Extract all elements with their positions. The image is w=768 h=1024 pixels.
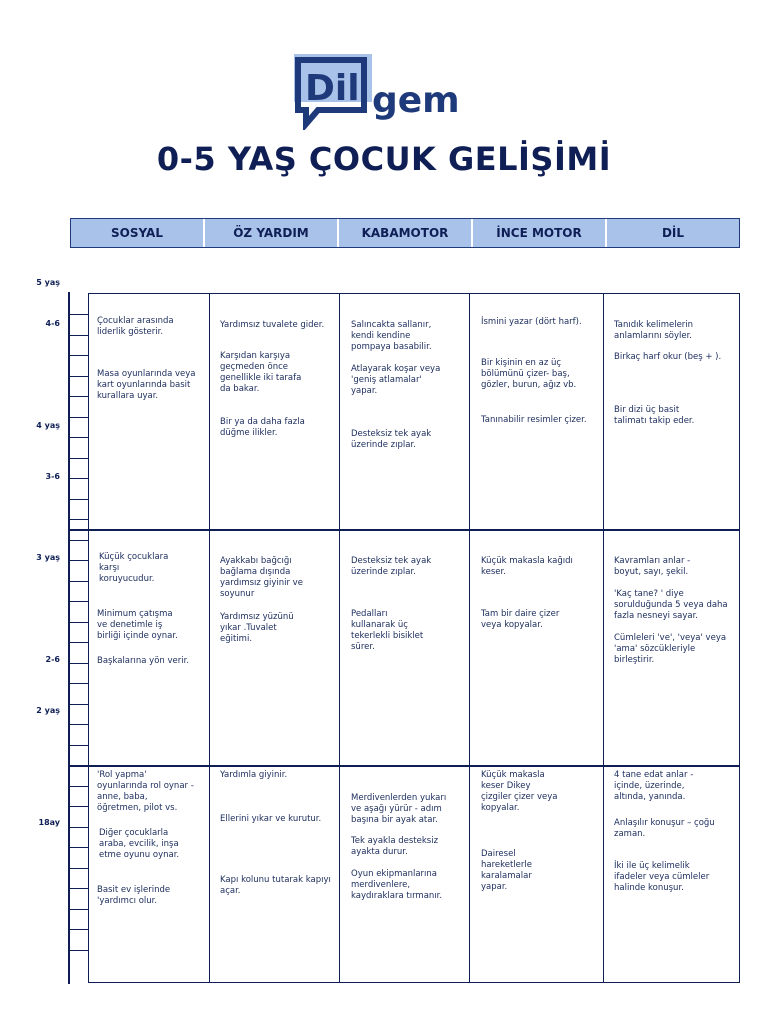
row-divider (70, 765, 740, 767)
r2-sosyal-2: Minimum çatışma ve denetimle iş birliği içinde oynar. (97, 609, 178, 641)
r1-ince-1: İsmini yazar (dört harf). (481, 317, 582, 327)
r1-kaba-3: Desteksiz tek ayak üzerinde zıplar. (351, 429, 432, 450)
axis-tick (70, 519, 88, 520)
r3-ince-2: Dairesel hareketlerle karalamalar yapar. (481, 849, 532, 892)
axis-tick (70, 642, 88, 643)
r3-oz-2: Ellerini yıkar ve kurutur. (220, 814, 322, 824)
r2-kaba-1: Desteksiz tek ayak üzerinde zıplar. (351, 556, 432, 577)
axis-label-3-6: 3-6 (45, 472, 60, 481)
axis-tick (70, 929, 88, 930)
header-ince-motor: İNCE MOTOR (473, 219, 607, 247)
r2-sosyal-3: Başkalarına yön verir. (97, 656, 190, 666)
header-oz-yardim: ÖZ YARDIM (205, 219, 339, 247)
r3-kaba-3: Oyun ekipmanlarına merdivenlere, kaydıraklara tırmanır. (351, 869, 443, 901)
r3-ince-1: Küçük makasla keser Dikey çizgiler çizer veya kopyalar. (481, 770, 558, 813)
column-header-bar (70, 218, 740, 248)
column-divider (603, 293, 604, 983)
r3-dil-2: Anlaşılır konuşur – çoğu zaman. (614, 818, 715, 839)
logo-text-dil: Dil (305, 68, 360, 109)
row-divider (70, 529, 740, 531)
axis-label-4-6: 4-6 (45, 319, 60, 328)
axis-tick (70, 827, 88, 828)
r3-dil-3: İki ile üç kelimelik ifadeler veya cümleler halinde konuşur. (614, 861, 710, 893)
axis-tick (70, 581, 88, 582)
r1-kaba-1: Salıncakta sallanır, kendi kendine pompaya basabilir. (351, 320, 432, 352)
axis-tick (70, 560, 88, 561)
axis-tick (70, 417, 88, 418)
r2-sosyal-1: Küçük çocuklara karşı koruyucudur. (99, 552, 169, 584)
axis-tick (70, 847, 88, 848)
r1-sosyal-2: Masa oyunlarında veya kart oyunlarında basit kurallara uyar. (97, 369, 196, 401)
column-divider (209, 293, 210, 983)
axis-tick (70, 806, 88, 807)
axis-tick (70, 376, 88, 377)
dilgem-logo (292, 52, 482, 130)
axis-tick (70, 540, 88, 541)
axis-label-4-yas: 4 yaş (36, 421, 60, 430)
page-title: 0-5 YAŞ ÇOCUK GELİŞİMİ (156, 140, 612, 178)
axis-tick (70, 437, 88, 438)
r2-dil-3: Cümleleri 've', 'veya' veya 'ama' sözcükleriyle birleştirir. (614, 633, 727, 665)
axis-tick (70, 704, 88, 705)
r1-dil-3: Bir dizi üç basit talimatı takip eder. (614, 405, 695, 426)
axis-tick (70, 663, 88, 664)
axis-tick (70, 909, 88, 910)
r3-sosyal-3: Basit ev işlerinde 'yardımcı olur. (97, 885, 171, 906)
axis-tick (70, 888, 88, 889)
axis-label-5-yas: 5 yaş (36, 278, 60, 287)
header-sosyal: SOSYAL (71, 219, 205, 247)
r3-dil-1: 4 tane edat anlar - içinde, üzerinde, altında, yanında. (614, 770, 694, 802)
r2-kaba-2: Pedalları kullanarak üç tekerlekli bisiklet sürer. (351, 609, 424, 652)
axis-tick (70, 601, 88, 602)
axis-tick (70, 478, 88, 479)
axis-tick (70, 622, 88, 623)
axis-tick (70, 335, 88, 336)
axis-label-18ay: 18ay (38, 818, 60, 827)
r3-kaba-1: Merdivenlerden yukarı ve aşağı yürür - adım başına bir ayak atar. (351, 793, 447, 825)
r1-oz-3: Bir ya da daha fazla düğme ilikler. (220, 417, 305, 438)
axis-tick (70, 724, 88, 725)
r3-kaba-2: Tek ayakla desteksiz ayakta durur. (351, 836, 439, 857)
column-divider (339, 293, 340, 983)
r2-dil-2: 'Kaç tane? ' diye sorulduğunda 5 veya daha fazla nesneyi sayar. (614, 589, 728, 621)
axis-tick (70, 683, 88, 684)
axis-tick (70, 786, 88, 787)
r3-sosyal-1: 'Rol yapma' oyunlarında rol oynar - anne, baba, öğretmen, pilot vs. (97, 770, 194, 813)
header-kabamotor: KABAMOTOR (339, 219, 473, 247)
r1-kaba-2: Atlayarak koşar veya 'geniş atlamalar' yapar. (351, 364, 441, 396)
axis-tick (70, 458, 88, 459)
axis-tick (70, 355, 88, 356)
r1-sosyal-1: Çocuklar arasında liderlik gösterir. (97, 316, 174, 337)
r1-dil-2: Birkaç harf okur (beş + ). (614, 352, 722, 362)
axis-tick (70, 499, 88, 500)
axis-label-3-yas: 3 yaş (36, 553, 60, 562)
axis-tick (70, 868, 88, 869)
axis-tick (70, 745, 88, 746)
axis-tick (70, 314, 88, 315)
r3-oz-3: Kapı kolunu tutarak kapıyı açar. (220, 875, 331, 896)
r1-oz-2: Karşıdan karşıya geçmeden önce genellikle iki tarafa da bakar. (220, 351, 302, 394)
axis-tick (70, 950, 88, 951)
logo-text-gem: gem (372, 80, 460, 121)
axis-label-2-yas: 2 yaş (36, 706, 60, 715)
r1-ince-3: Tanınabilir resimler çizer. (481, 415, 587, 425)
r1-ince-2: Bir kişinin en az üç bölümünü çizer- baş, gözler, burun, ağız vb. (481, 358, 577, 390)
r1-dil-1: Tanıdık kelimelerin anlamlarını söyler. (614, 320, 694, 341)
r2-oz-1: Ayakkabı bağcığı bağlama dışında yardımsız giyinir ve soyunur (220, 556, 303, 599)
r2-oz-2: Yardımsız yüzünü yıkar .Tuvalet eğitimi. (220, 612, 294, 644)
r2-ince-1: Küçük makasla kağıdı keser. (481, 556, 573, 577)
column-divider (469, 293, 470, 983)
r2-ince-2: Tam bir daire çizer veya kopyalar. (481, 609, 560, 630)
r3-oz-1: Yardımla giyinir. (220, 770, 288, 780)
r3-sosyal-2: Diğer çocuklarla araba, evcilik, inşa etme oyunu oynar. (99, 828, 180, 860)
r1-oz-1: Yardımsız tuvalete gider. (220, 320, 325, 330)
axis-tick (70, 396, 88, 397)
header-dil: DİL (607, 219, 739, 247)
r2-dil-1: Kavramları anlar - boyut, sayı, şekil. (614, 556, 691, 577)
axis-label-2-6: 2-6 (45, 655, 60, 664)
